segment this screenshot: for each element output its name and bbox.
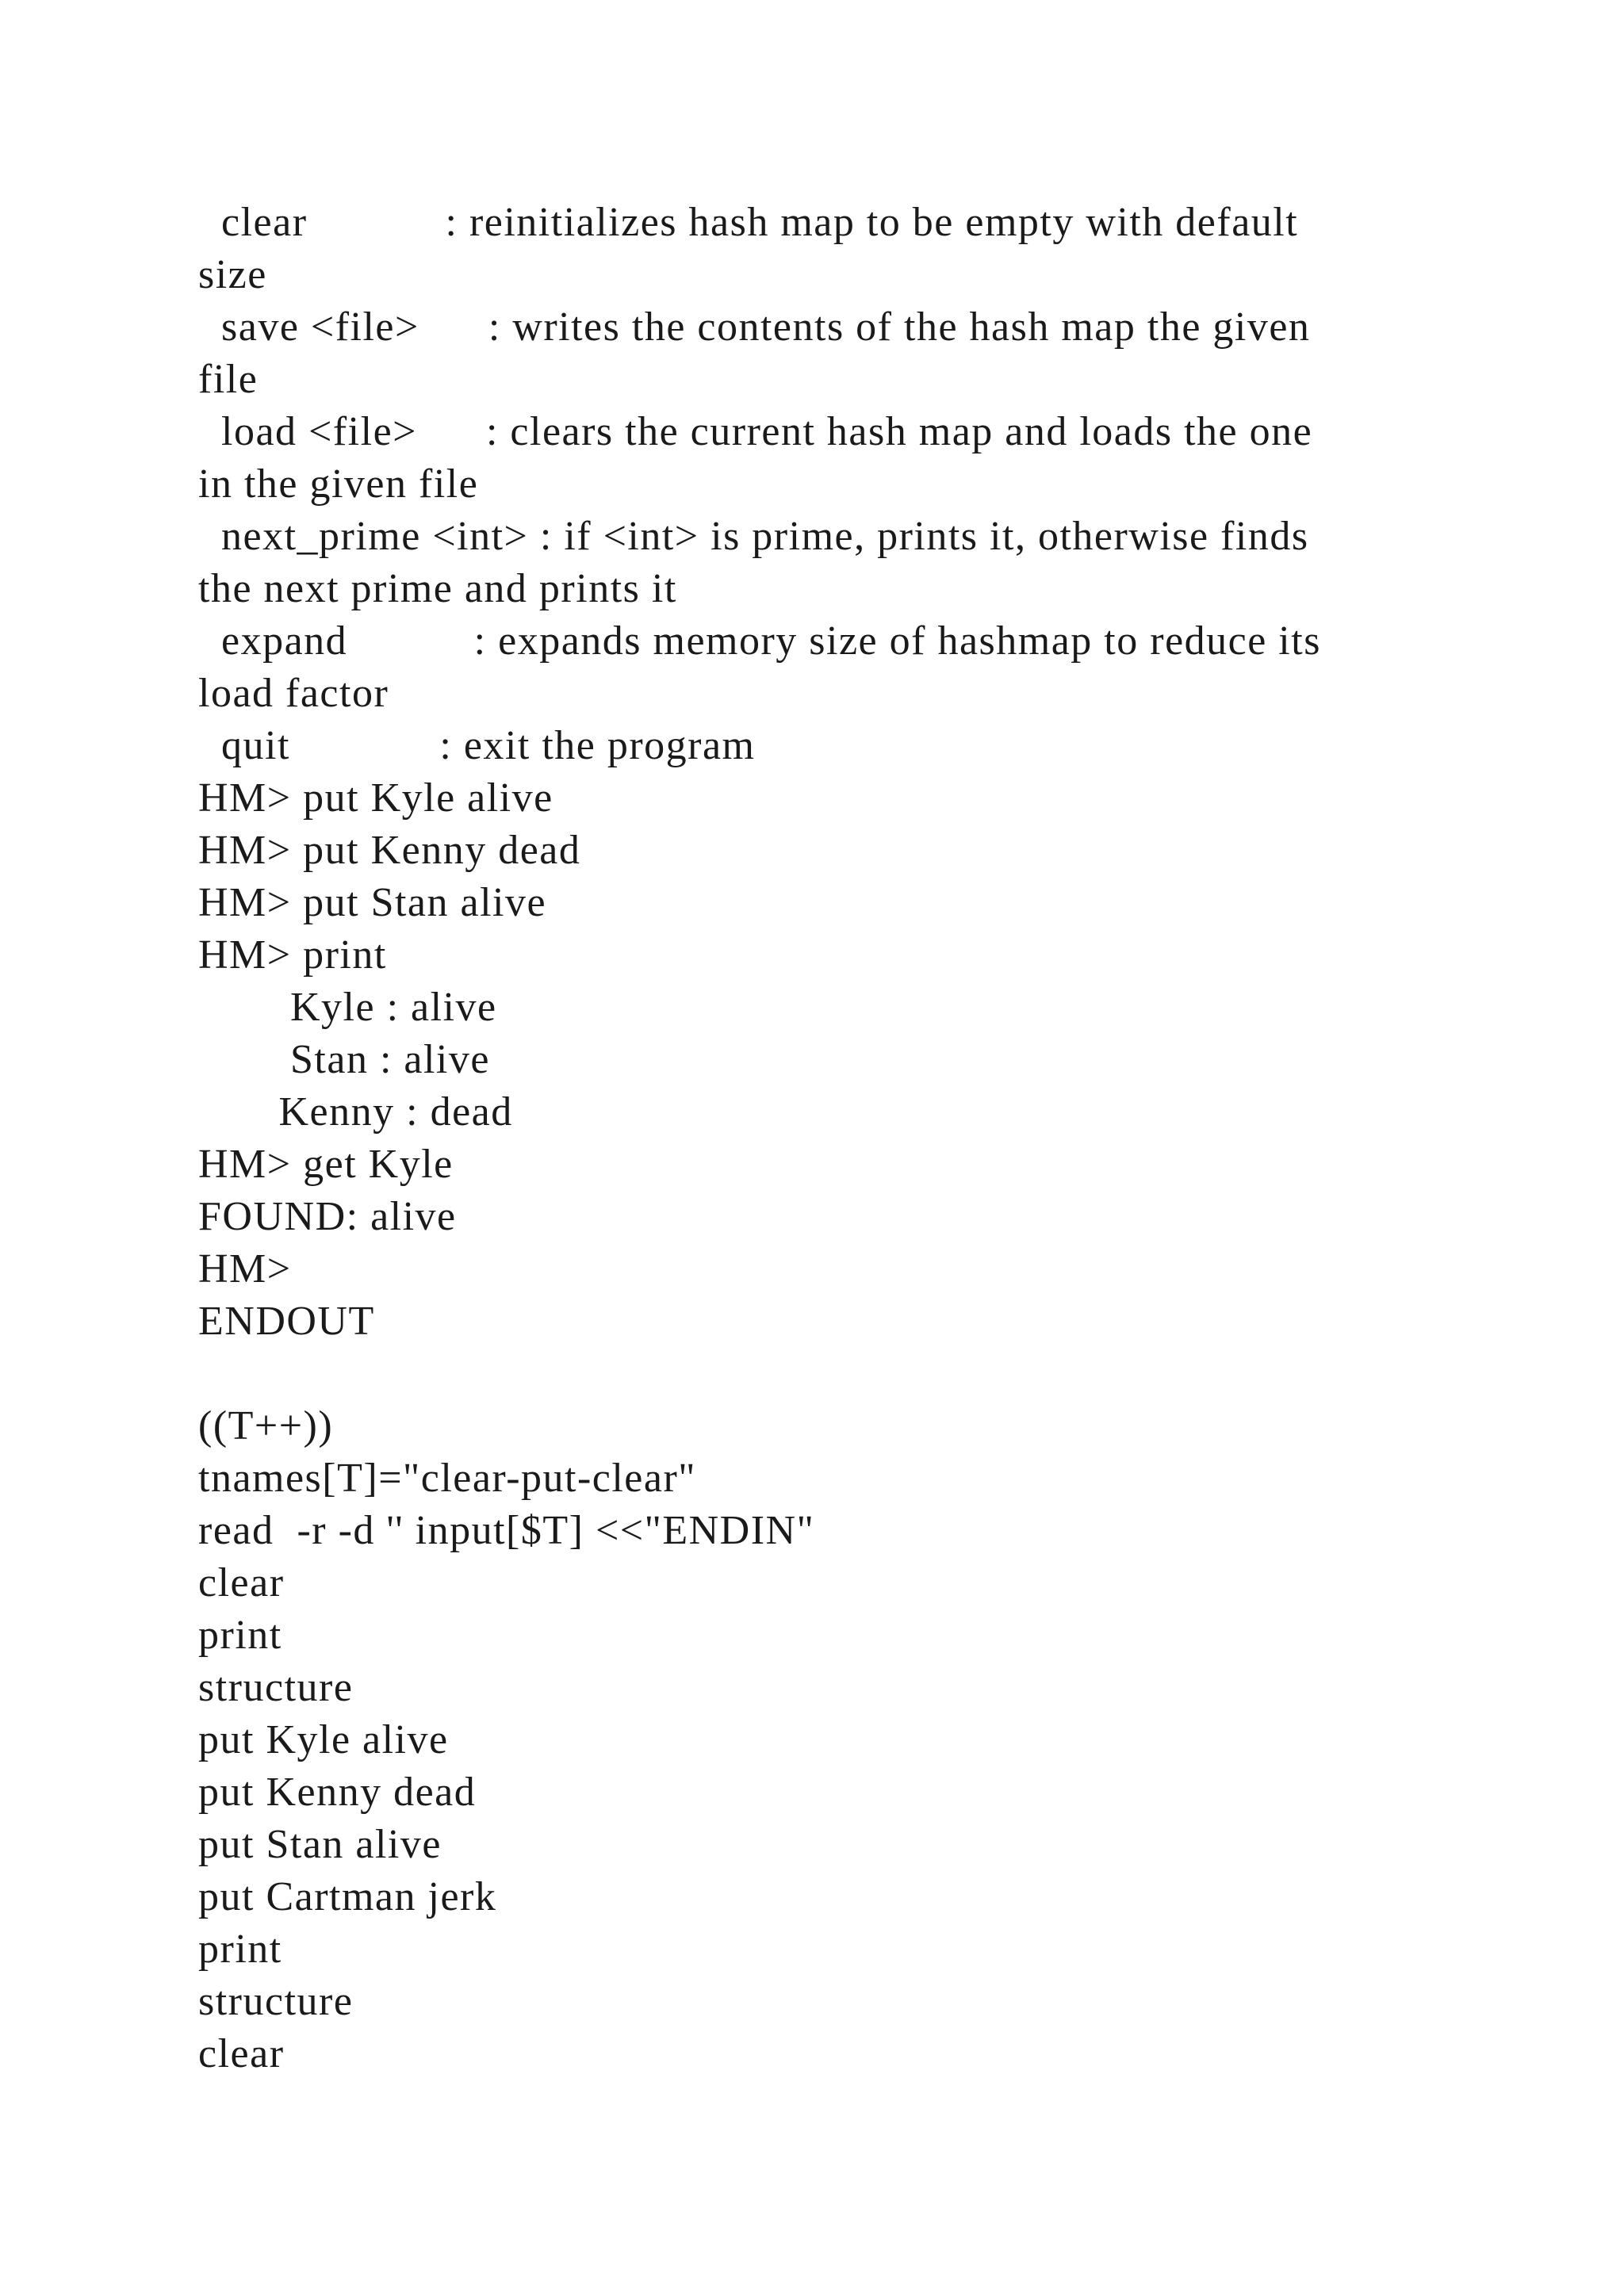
text-line: HM> put Stan alive [198, 880, 547, 925]
document-text [198, 197, 1435, 2080]
text-line: ENDOUT [198, 1299, 375, 1344]
text-line: put Kyle alive [198, 1717, 449, 1762]
text-line: HM> print [198, 932, 387, 978]
text-line: structure [198, 1979, 354, 2024]
text-line: put Cartman jerk [198, 1874, 497, 1919]
text-line: read -r -d '' input[$T] <<"ENDIN" [198, 1508, 815, 1553]
text-line: structure [198, 1665, 354, 1710]
text-line: Stan : alive [198, 1037, 490, 1082]
text-line: HM> put Kenny dead [198, 828, 581, 873]
text-line: size [198, 252, 267, 297]
text-line: tnames[T]="clear-put-clear" [198, 1456, 697, 1501]
text-line: clear [198, 1560, 285, 1605]
text-line: Kenny : dead [198, 1089, 513, 1135]
text-line: file [198, 357, 259, 402]
text-line: print [198, 1927, 282, 1972]
text-line: ((T++)) [198, 1403, 334, 1448]
text-line: load <file> : clears the current hash map and loads the one [198, 409, 1313, 454]
blank-line [198, 1348, 1435, 1400]
text-line: next_prime <int> : if <int> is prime, prints it, otherwise finds [198, 514, 1309, 559]
text-line: in the given file [198, 461, 479, 507]
text-line: clear [198, 2031, 285, 2076]
text-line: put Stan alive [198, 1822, 442, 1867]
text-line: quit : exit the program [198, 723, 756, 768]
text-line: FOUND: alive [198, 1194, 457, 1239]
text-line: HM> put Kyle alive [198, 775, 553, 821]
text-line: clear : reinitializes hash map to be empty with default [198, 200, 1299, 245]
text-line: expand : expands memory size of hashmap to reduce its [198, 618, 1321, 664]
text-line: load factor [198, 671, 389, 716]
text-line: HM> get Kyle [198, 1142, 454, 1187]
text-line: save <file> : writes the contents of the hash map the given [198, 304, 1311, 350]
text-line: Kyle : alive [198, 985, 497, 1030]
text-line: HM> [198, 1246, 292, 1292]
text-line: print [198, 1613, 282, 1658]
text-line: put Kenny dead [198, 1770, 477, 1815]
text-line: the next prime and prints it [198, 566, 677, 611]
